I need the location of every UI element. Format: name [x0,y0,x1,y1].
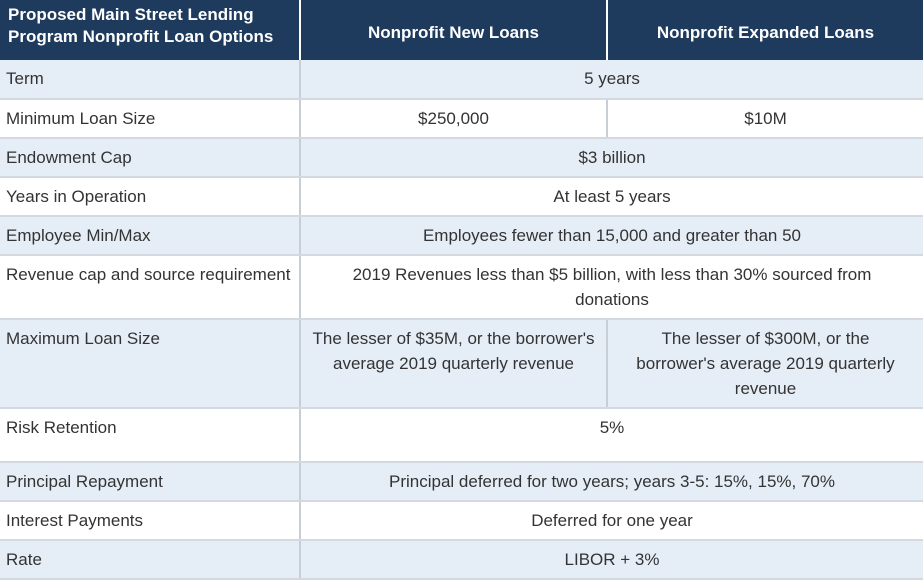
row-label: Endowment Cap [0,138,300,177]
row-value: At least 5 years [300,177,923,216]
row-label: Revenue cap and source requirement [0,255,300,319]
row-label: Years in Operation [0,177,300,216]
header-program: Proposed Main Street Lending Program Nonprofit Loan Options [0,0,300,60]
header-expanded-loans: Nonprofit Expanded Loans [607,0,923,60]
row-endowment-cap [0,138,923,177]
row-value: 5% [300,408,923,462]
row-label: Interest Payments [0,501,300,540]
row-value-expanded: $10M [607,99,923,138]
row-minimum-loan-size [0,99,923,138]
row-label: Maximum Loan Size [0,319,300,408]
row-label: Minimum Loan Size [0,99,300,138]
row-label: Term [0,60,300,99]
row-value: $3 billion [300,138,923,177]
row-label: Rate [0,540,300,579]
row-value: LIBOR + 3% [300,540,923,579]
row-risk-retention [0,408,923,462]
row-rate [0,540,923,579]
row-label: Principal Repayment [0,462,300,501]
row-value-new: $250,000 [300,99,607,138]
row-principal-repayment [0,462,923,501]
row-value: 5 years [300,60,923,99]
row-value: 2019 Revenues less than $5 billion, with less than 30% sourced from donations [300,255,923,319]
row-interest-payments [0,501,923,540]
row-label: Risk Retention [0,408,300,462]
row-employee-min-max [0,216,923,255]
header-row [0,0,923,60]
header-new-loans: Nonprofit New Loans [300,0,607,60]
row-value-new: The lesser of $35M, or the borrower's average 2019 quarterly revenue [300,319,607,408]
row-years-in-operation [0,177,923,216]
row-maximum-loan-size [0,319,923,408]
row-term [0,60,923,99]
row-value-expanded: The lesser of $300M, or the borrower's average 2019 quarterly revenue [607,319,923,408]
row-value: Principal deferred for two years; years 3-5: 15%, 15%, 70% [300,462,923,501]
row-value: Employees fewer than 15,000 and greater than 50 [300,216,923,255]
row-revenue-cap [0,255,923,319]
row-label: Employee Min/Max [0,216,300,255]
row-value: Deferred for one year [300,501,923,540]
